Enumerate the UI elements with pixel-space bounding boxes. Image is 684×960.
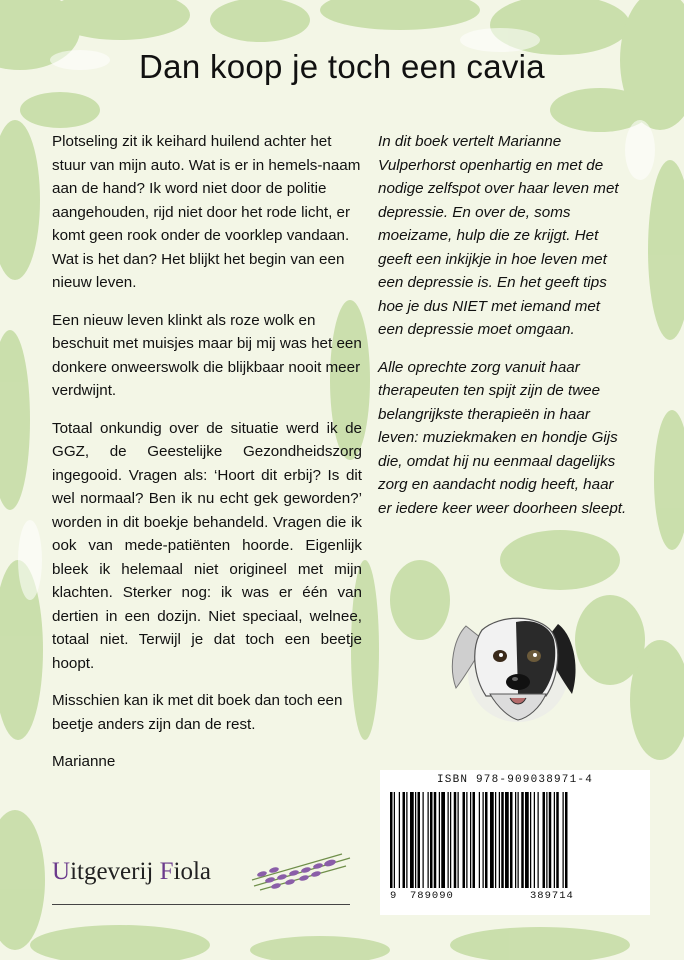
lavender-icon: [250, 852, 356, 892]
barcode-digits-left: 789090: [410, 890, 454, 902]
dog-illustration: [446, 608, 582, 732]
barcode-digits-right: 389714: [530, 890, 574, 902]
paragraph: Een nieuw leven klinkt als roze wolk en beschuit met muisjes maar bij mij was het een donkere onweerswolk die blijkbaar nooit meer verdwijnt.: [52, 311, 362, 399]
paragraph: Misschien kan ik met dit boek dan toch een beetje anders zijn dan de rest.: [52, 692, 343, 733]
publisher-logo: [52, 852, 352, 912]
left-text-column: [52, 130, 362, 788]
publisher-text-1: itgeverij: [70, 858, 160, 885]
publisher-initial-f: F: [159, 858, 174, 885]
right-text-column: [378, 130, 628, 534]
paragraph: In dit boek vertelt Marianne Vulperhorst openhartig en met de nodige zelfspot over haar leven met depressie. En over de, soms moeizame, hulp die ze krijgt. Het geeft een inkijkje in hoe leven met een depressie is. En het geeft tips hoe je dus NIET met iemand met een depressie moet omgaan.: [378, 133, 619, 338]
publisher-underline: [52, 904, 350, 905]
paragraph: Plotseling zit ik keihard huilend achter het stuur van mijn auto. Wat is er in hemels-naam aan de hand? Ik word niet door de politie aangehouden, rijd niet door het rode licht, er komt geen rook onder de voorklep vandaan. Wat is het dan? Het blijkt het begin van een nieuw leven.: [52, 133, 361, 291]
paragraph: Totaal onkundig over de situatie werd ik de GGZ, de Geestelijke Gezondheidszorg ingegooid. Vragen als: ‘Hoort dit erbij? Is dit wel normaal? Ben ik nu echt gek geworden?’ worden in dit boekje behandeld. Vragen die ik ook van mede-patiënten hoorde. Eigenlijk bleek ik helemaal niet origineel met mijn klachten. Sterker nog: ik was er één van dertien in een dozijn. Niet speciaal, welnee, totaal niet. Terwijl je dat toch een beetje hoopt.: [52, 419, 362, 672]
barcode-bars: [390, 792, 640, 888]
isbn-label: ISBN 978-909038971-4: [436, 774, 594, 786]
paragraph: Alle oprechte zorg vanuit haar therapeuten ten spijt zijn de twee belangrijkste therapieën in haar leven: muziekmaken en hondje Gijs die, omdat hij nu eenmaal dagelijks zorg en aandacht nodig heeft, haar er iedere keer weer doorheen sleept.: [378, 358, 627, 517]
author-signature: Marianne: [52, 753, 116, 770]
barcode-digit-first: 9: [390, 890, 398, 902]
publisher-text-2: iola: [173, 858, 212, 885]
publisher-initial-u: U: [52, 858, 71, 885]
barcode: [380, 770, 650, 915]
book-title: Dan koop je toch een cavia: [139, 48, 545, 85]
publisher-name: [52, 858, 211, 886]
